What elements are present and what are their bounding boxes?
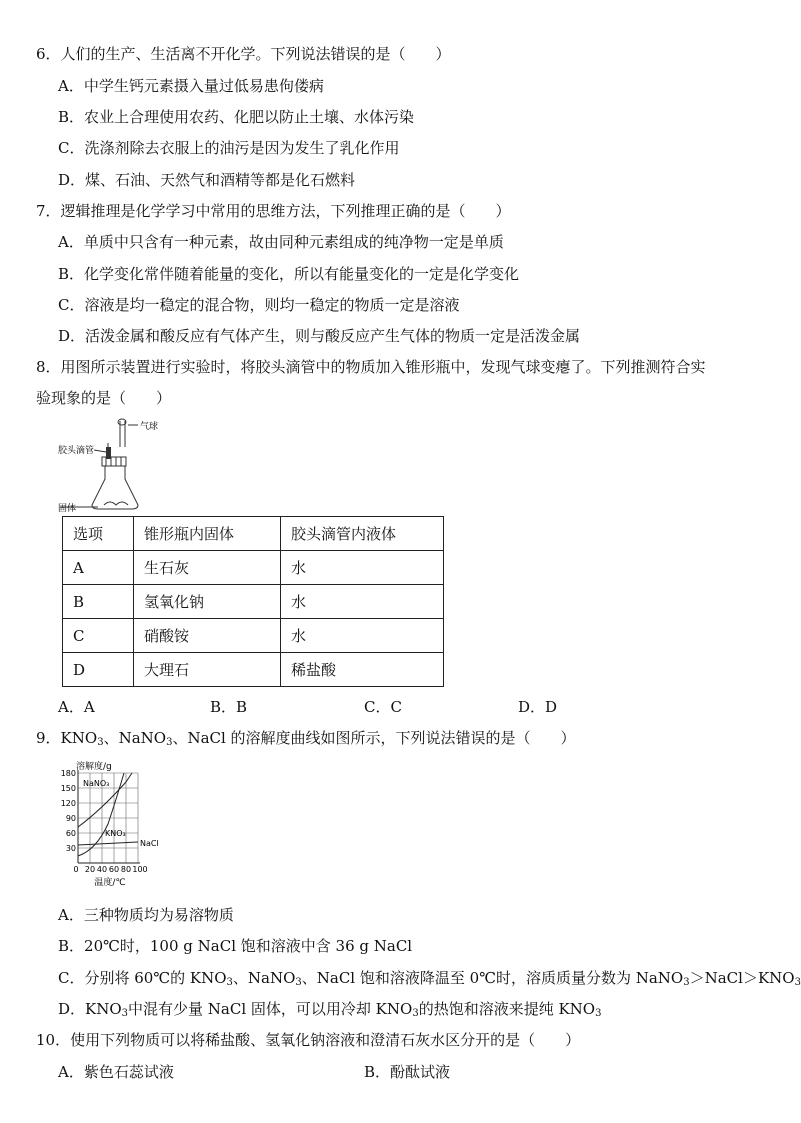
q8-apparatus-figure bbox=[58, 417, 178, 513]
q9-solubility-chart bbox=[56, 758, 168, 890]
table-cell: 生石灰 bbox=[134, 551, 281, 585]
table-cell: 水 bbox=[281, 585, 444, 619]
x-tick-label: 100 bbox=[132, 865, 148, 874]
table-row bbox=[63, 551, 444, 585]
x-tick-label: 0 bbox=[73, 865, 79, 874]
table-header: 锥形瓶内固体 bbox=[134, 517, 281, 551]
q6-option-d: D．煤、石油、天然气和酒精等都是化石燃料 bbox=[58, 171, 356, 189]
table-row bbox=[63, 585, 444, 619]
table-cell: B bbox=[63, 585, 134, 619]
q8-answer-d: D．D bbox=[518, 698, 558, 716]
table-row bbox=[63, 653, 444, 687]
table-row bbox=[63, 619, 444, 653]
q6-option-b: B．农业上合理使用农药、化肥以防止土壤、水体污染 bbox=[58, 108, 415, 126]
q8-answer-b: B．B bbox=[210, 698, 248, 716]
x-tick-label: 80 bbox=[120, 865, 132, 874]
q8-stem-line2: 验现象的是（ ） bbox=[36, 389, 172, 407]
q8-answer-c: C．C bbox=[364, 698, 402, 716]
balloon-label: 气球 bbox=[140, 422, 159, 432]
q8-stem-line1: 8．用图所示装置进行实验时，将胶头滴管中的物质加入锥形瓶中，发现气球变瘪了。下列推测符合实 bbox=[36, 358, 706, 376]
q10-stem: 10．使用下列物质可以将稀盐酸、氢氧化钠溶液和澄清石灰水区分开的是（ ） bbox=[36, 1031, 581, 1049]
table-cell: 硝酸铵 bbox=[134, 619, 281, 653]
table-cell: 水 bbox=[281, 551, 444, 585]
x-tick-label: 40 bbox=[96, 865, 108, 874]
q6-stem: 6．人们的生产、生活离不开化学。下列说法错误的是（ ） bbox=[36, 45, 451, 63]
q8-table bbox=[62, 516, 444, 687]
table-header: 胶头滴管内液体 bbox=[281, 517, 444, 551]
table-cell: 大理石 bbox=[134, 653, 281, 687]
q9-chart-ylabel: 溶解度/g bbox=[76, 762, 112, 772]
table-cell: D bbox=[63, 653, 134, 687]
q7-option-a: A．单质中只含有一种元素，故由同种元素组成的纯净物一定是单质 bbox=[58, 233, 504, 251]
q9-option-c: C．分别将 60℃的 $KNO_3$、NaNO$_3$、NaCl 饱和溶液降温至 0℃时，溶质质量分数为 $NaNO_3>NaCl>KNO_3$ bbox=[58, 969, 801, 988]
x-tick-label: 60 bbox=[108, 865, 120, 874]
table-header-row bbox=[63, 517, 444, 551]
q9-chart-xlabel: 温度/℃ bbox=[94, 878, 126, 888]
dropper-label: 胶头滴管 bbox=[58, 446, 95, 456]
table-cell: C bbox=[63, 619, 134, 653]
table-header: 选项 bbox=[63, 517, 134, 551]
nano3-curve-label: NaNO₃ bbox=[83, 779, 110, 788]
q6-option-a: A．中学生钙元素摄入量过低易患佝偻病 bbox=[58, 77, 324, 95]
q9-option-d: D．$KNO_3$中混有少量 NaCl 固体，可以用冷却 $KNO_3$的热饱和溶液来提纯 $KNO_3$ bbox=[58, 1000, 602, 1019]
q7-option-b: B．化学变化常伴随着能量的变化，所以有能量变化的一定是化学变化 bbox=[58, 265, 520, 283]
x-tick-label: 20 bbox=[84, 865, 96, 874]
kno3-curve-label: KNO₃ bbox=[105, 829, 126, 838]
q8-answer-a: A．A bbox=[58, 698, 95, 716]
y-tick-label: 120 bbox=[60, 799, 76, 808]
q9-option-b: B．20℃时，100 g NaCl 饱和溶液中含 36 g NaCl bbox=[58, 937, 413, 955]
q10-option-a: A．紫色石蕊试液 bbox=[58, 1063, 174, 1081]
solid-label: 固体 bbox=[58, 504, 77, 514]
y-tick-label: 90 bbox=[65, 814, 76, 823]
q9-option-a: A．三种物质均为易溶物质 bbox=[58, 906, 234, 924]
q10-option-b: B．酚酞试液 bbox=[364, 1063, 451, 1081]
table-cell: 氢氧化钠 bbox=[134, 585, 281, 619]
y-tick-label: 150 bbox=[60, 784, 76, 793]
y-tick-label: 30 bbox=[65, 844, 76, 853]
q9-stem: 9．$KNO_3$、NaNO$_3$、NaCl 的溶解度曲线如图所示，下列说法错误的是（ ） bbox=[36, 729, 576, 748]
y-tick-label: 60 bbox=[65, 829, 76, 838]
table-cell: A bbox=[63, 551, 134, 585]
q7-option-c: C．溶液是均一稳定的混合物，则均一稳定的物质一定是溶液 bbox=[58, 296, 460, 314]
q6-option-c: C．洗涤剂除去衣服上的油污是因为发生了乳化作用 bbox=[58, 139, 400, 157]
q7-stem: 7．逻辑推理是化学学习中常用的思维方法，下列推理正确的是（ ） bbox=[36, 202, 511, 220]
y-tick-label: 180 bbox=[60, 769, 76, 778]
q7-option-d: D．活泼金属和酸反应有气体产生，则与酸反应产生气体的物质一定是活泼金属 bbox=[58, 327, 581, 345]
nacl-curve bbox=[78, 842, 138, 845]
q8-answer-row bbox=[0, 697, 794, 717]
table-cell: 稀盐酸 bbox=[281, 653, 444, 687]
nacl-curve-label: NaCl bbox=[140, 839, 159, 848]
table-cell: 水 bbox=[281, 619, 444, 653]
